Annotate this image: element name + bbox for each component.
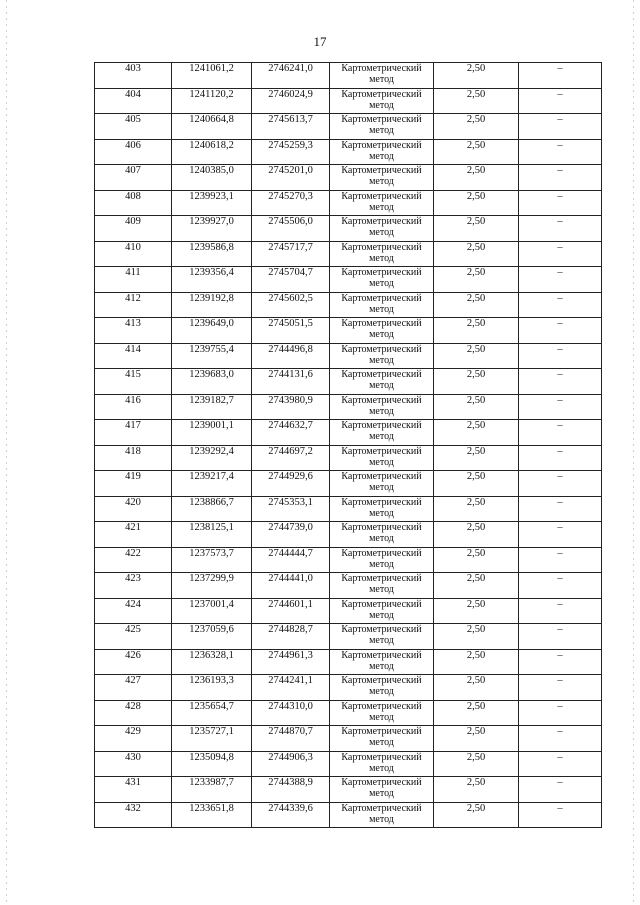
- method-cell: Картометрический метод: [330, 777, 434, 803]
- method-cell: Картометрический метод: [330, 726, 434, 752]
- description-cell: –: [519, 802, 602, 828]
- point-number-cell: 431: [95, 777, 172, 803]
- y-coordinate-cell: 2744496,8: [252, 343, 330, 369]
- coordinates-table: [94, 62, 602, 828]
- accuracy-cell: 2,50: [434, 343, 519, 369]
- accuracy-cell: 2,50: [434, 700, 519, 726]
- y-coordinate-cell: 2744339,6: [252, 802, 330, 828]
- accuracy-cell: 2,50: [434, 63, 519, 89]
- y-coordinate-cell: 2744241,1: [252, 675, 330, 701]
- method-cell: Картометрический метод: [330, 88, 434, 114]
- point-number-cell: 409: [95, 216, 172, 242]
- accuracy-cell: 2,50: [434, 675, 519, 701]
- point-number-cell: 425: [95, 624, 172, 650]
- point-number-cell: 426: [95, 649, 172, 675]
- x-coordinate-cell: 1239927,0: [172, 216, 252, 242]
- method-cell: Картометрический метод: [330, 369, 434, 395]
- accuracy-cell: 2,50: [434, 547, 519, 573]
- table-row: [95, 139, 602, 165]
- x-coordinate-cell: 1240618,2: [172, 139, 252, 165]
- x-coordinate-cell: 1237001,4: [172, 598, 252, 624]
- point-number-cell: 420: [95, 496, 172, 522]
- description-cell: –: [519, 598, 602, 624]
- point-number-cell: 408: [95, 190, 172, 216]
- accuracy-cell: 2,50: [434, 777, 519, 803]
- method-cell: Картометрический метод: [330, 267, 434, 293]
- description-cell: –: [519, 216, 602, 242]
- description-cell: –: [519, 63, 602, 89]
- table-row: [95, 165, 602, 191]
- x-coordinate-cell: 1240664,8: [172, 114, 252, 140]
- y-coordinate-cell: 2744601,1: [252, 598, 330, 624]
- accuracy-cell: 2,50: [434, 802, 519, 828]
- point-number-cell: 419: [95, 471, 172, 497]
- accuracy-cell: 2,50: [434, 267, 519, 293]
- point-number-cell: 411: [95, 267, 172, 293]
- point-number-cell: 410: [95, 241, 172, 267]
- accuracy-cell: 2,50: [434, 471, 519, 497]
- y-coordinate-cell: 2744444,7: [252, 547, 330, 573]
- table-row: [95, 522, 602, 548]
- description-cell: –: [519, 675, 602, 701]
- point-number-cell: 430: [95, 751, 172, 777]
- x-coordinate-cell: 1237059,6: [172, 624, 252, 650]
- description-cell: –: [519, 165, 602, 191]
- table-row: [95, 777, 602, 803]
- y-coordinate-cell: 2745353,1: [252, 496, 330, 522]
- table-row: [95, 343, 602, 369]
- table-row: [95, 114, 602, 140]
- y-coordinate-cell: 2745613,7: [252, 114, 330, 140]
- description-cell: –: [519, 318, 602, 344]
- table-row: [95, 267, 602, 293]
- accuracy-cell: 2,50: [434, 139, 519, 165]
- table-row: [95, 216, 602, 242]
- accuracy-cell: 2,50: [434, 649, 519, 675]
- accuracy-cell: 2,50: [434, 394, 519, 420]
- description-cell: –: [519, 139, 602, 165]
- table-row: [95, 241, 602, 267]
- method-cell: Картометрический метод: [330, 190, 434, 216]
- method-cell: Картометрический метод: [330, 700, 434, 726]
- method-cell: Картометрический метод: [330, 343, 434, 369]
- x-coordinate-cell: 1239649,0: [172, 318, 252, 344]
- method-cell: Картометрический метод: [330, 292, 434, 318]
- accuracy-cell: 2,50: [434, 190, 519, 216]
- x-coordinate-cell: 1236193,3: [172, 675, 252, 701]
- y-coordinate-cell: 2746024,9: [252, 88, 330, 114]
- accuracy-cell: 2,50: [434, 751, 519, 777]
- point-number-cell: 418: [95, 445, 172, 471]
- method-cell: Картометрический метод: [330, 420, 434, 446]
- method-cell: Картометрический метод: [330, 522, 434, 548]
- accuracy-cell: 2,50: [434, 369, 519, 395]
- point-number-cell: 427: [95, 675, 172, 701]
- accuracy-cell: 2,50: [434, 420, 519, 446]
- table-row: [95, 726, 602, 752]
- x-coordinate-cell: 1239001,1: [172, 420, 252, 446]
- accuracy-cell: 2,50: [434, 445, 519, 471]
- description-cell: –: [519, 700, 602, 726]
- table-row: [95, 292, 602, 318]
- point-number-cell: 421: [95, 522, 172, 548]
- description-cell: –: [519, 624, 602, 650]
- description-cell: –: [519, 394, 602, 420]
- description-cell: –: [519, 777, 602, 803]
- point-number-cell: 422: [95, 547, 172, 573]
- y-coordinate-cell: 2744961,3: [252, 649, 330, 675]
- method-cell: Картометрический метод: [330, 63, 434, 89]
- method-cell: Картометрический метод: [330, 471, 434, 497]
- table-row: [95, 751, 602, 777]
- description-cell: –: [519, 445, 602, 471]
- description-cell: –: [519, 522, 602, 548]
- table-row: [95, 88, 602, 114]
- method-cell: Картометрический метод: [330, 751, 434, 777]
- x-coordinate-cell: 1233987,7: [172, 777, 252, 803]
- description-cell: –: [519, 292, 602, 318]
- x-coordinate-cell: 1239217,4: [172, 471, 252, 497]
- y-coordinate-cell: 2745259,3: [252, 139, 330, 165]
- y-coordinate-cell: 2744828,7: [252, 624, 330, 650]
- y-coordinate-cell: 2744632,7: [252, 420, 330, 446]
- description-cell: –: [519, 751, 602, 777]
- x-coordinate-cell: 1239755,4: [172, 343, 252, 369]
- scan-edge-left: [6, 0, 7, 905]
- table-row: [95, 318, 602, 344]
- method-cell: Картометрический метод: [330, 573, 434, 599]
- description-cell: –: [519, 267, 602, 293]
- method-cell: Картометрический метод: [330, 547, 434, 573]
- y-coordinate-cell: 2744906,3: [252, 751, 330, 777]
- description-cell: –: [519, 369, 602, 395]
- x-coordinate-cell: 1238125,1: [172, 522, 252, 548]
- accuracy-cell: 2,50: [434, 522, 519, 548]
- page-number: 17: [313, 34, 327, 49]
- x-coordinate-cell: 1241061,2: [172, 63, 252, 89]
- y-coordinate-cell: 2746241,0: [252, 63, 330, 89]
- accuracy-cell: 2,50: [434, 292, 519, 318]
- description-cell: –: [519, 114, 602, 140]
- y-coordinate-cell: 2745717,7: [252, 241, 330, 267]
- point-number-cell: 415: [95, 369, 172, 395]
- table-row: [95, 394, 602, 420]
- table-row: [95, 802, 602, 828]
- point-number-cell: 405: [95, 114, 172, 140]
- accuracy-cell: 2,50: [434, 624, 519, 650]
- method-cell: Картометрический метод: [330, 241, 434, 267]
- table-row: [95, 420, 602, 446]
- accuracy-cell: 2,50: [434, 216, 519, 242]
- y-coordinate-cell: 2745704,7: [252, 267, 330, 293]
- method-cell: Картометрический метод: [330, 318, 434, 344]
- table-row: [95, 445, 602, 471]
- accuracy-cell: 2,50: [434, 88, 519, 114]
- y-coordinate-cell: 2744388,9: [252, 777, 330, 803]
- scan-edge-right: [633, 0, 634, 905]
- x-coordinate-cell: 1235654,7: [172, 700, 252, 726]
- accuracy-cell: 2,50: [434, 573, 519, 599]
- y-coordinate-cell: 2745270,3: [252, 190, 330, 216]
- x-coordinate-cell: 1236328,1: [172, 649, 252, 675]
- point-number-cell: 428: [95, 700, 172, 726]
- point-number-cell: 414: [95, 343, 172, 369]
- table-row: [95, 675, 602, 701]
- x-coordinate-cell: 1239192,8: [172, 292, 252, 318]
- table-row: [95, 700, 602, 726]
- point-number-cell: 423: [95, 573, 172, 599]
- table-row: [95, 649, 602, 675]
- x-coordinate-cell: 1237573,7: [172, 547, 252, 573]
- x-coordinate-cell: 1239292,4: [172, 445, 252, 471]
- method-cell: Картометрический метод: [330, 139, 434, 165]
- accuracy-cell: 2,50: [434, 726, 519, 752]
- y-coordinate-cell: 2744441,0: [252, 573, 330, 599]
- y-coordinate-cell: 2745201,0: [252, 165, 330, 191]
- method-cell: Картометрический метод: [330, 445, 434, 471]
- table-row: [95, 624, 602, 650]
- method-cell: Картометрический метод: [330, 624, 434, 650]
- point-number-cell: 412: [95, 292, 172, 318]
- point-number-cell: 432: [95, 802, 172, 828]
- x-coordinate-cell: 1238866,7: [172, 496, 252, 522]
- x-coordinate-cell: 1239356,4: [172, 267, 252, 293]
- description-cell: –: [519, 471, 602, 497]
- x-coordinate-cell: 1240385,0: [172, 165, 252, 191]
- y-coordinate-cell: 2744739,0: [252, 522, 330, 548]
- point-number-cell: 407: [95, 165, 172, 191]
- method-cell: Картометрический метод: [330, 165, 434, 191]
- y-coordinate-cell: 2745506,0: [252, 216, 330, 242]
- description-cell: –: [519, 190, 602, 216]
- point-number-cell: 416: [95, 394, 172, 420]
- accuracy-cell: 2,50: [434, 318, 519, 344]
- x-coordinate-cell: 1233651,8: [172, 802, 252, 828]
- x-coordinate-cell: 1241120,2: [172, 88, 252, 114]
- description-cell: –: [519, 420, 602, 446]
- method-cell: Картометрический метод: [330, 649, 434, 675]
- table-row: [95, 190, 602, 216]
- y-coordinate-cell: 2745602,5: [252, 292, 330, 318]
- y-coordinate-cell: 2743980,9: [252, 394, 330, 420]
- method-cell: Картометрический метод: [330, 675, 434, 701]
- point-number-cell: 424: [95, 598, 172, 624]
- point-number-cell: 413: [95, 318, 172, 344]
- x-coordinate-cell: 1239923,1: [172, 190, 252, 216]
- x-coordinate-cell: 1239182,7: [172, 394, 252, 420]
- y-coordinate-cell: 2744929,6: [252, 471, 330, 497]
- x-coordinate-cell: 1239586,8: [172, 241, 252, 267]
- table-row: [95, 63, 602, 89]
- description-cell: –: [519, 343, 602, 369]
- method-cell: Картометрический метод: [330, 598, 434, 624]
- description-cell: –: [519, 726, 602, 752]
- accuracy-cell: 2,50: [434, 114, 519, 140]
- method-cell: Картометрический метод: [330, 216, 434, 242]
- description-cell: –: [519, 496, 602, 522]
- point-number-cell: 429: [95, 726, 172, 752]
- accuracy-cell: 2,50: [434, 165, 519, 191]
- y-coordinate-cell: 2744310,0: [252, 700, 330, 726]
- x-coordinate-cell: 1239683,0: [172, 369, 252, 395]
- table-row: [95, 471, 602, 497]
- description-cell: –: [519, 547, 602, 573]
- table-row: [95, 547, 602, 573]
- table-row: [95, 369, 602, 395]
- method-cell: Картометрический метод: [330, 114, 434, 140]
- table-row: [95, 598, 602, 624]
- description-cell: –: [519, 573, 602, 599]
- method-cell: Картометрический метод: [330, 394, 434, 420]
- description-cell: –: [519, 88, 602, 114]
- point-number-cell: 403: [95, 63, 172, 89]
- table-row: [95, 573, 602, 599]
- table-row: [95, 496, 602, 522]
- accuracy-cell: 2,50: [434, 241, 519, 267]
- coordinates-table-body: [95, 63, 602, 828]
- accuracy-cell: 2,50: [434, 598, 519, 624]
- accuracy-cell: 2,50: [434, 496, 519, 522]
- x-coordinate-cell: 1235727,1: [172, 726, 252, 752]
- x-coordinate-cell: 1237299,9: [172, 573, 252, 599]
- point-number-cell: 406: [95, 139, 172, 165]
- y-coordinate-cell: 2744131,6: [252, 369, 330, 395]
- description-cell: –: [519, 241, 602, 267]
- method-cell: Картометрический метод: [330, 496, 434, 522]
- y-coordinate-cell: 2745051,5: [252, 318, 330, 344]
- x-coordinate-cell: 1235094,8: [172, 751, 252, 777]
- y-coordinate-cell: 2744697,2: [252, 445, 330, 471]
- point-number-cell: 417: [95, 420, 172, 446]
- method-cell: Картометрический метод: [330, 802, 434, 828]
- point-number-cell: 404: [95, 88, 172, 114]
- y-coordinate-cell: 2744870,7: [252, 726, 330, 752]
- description-cell: –: [519, 649, 602, 675]
